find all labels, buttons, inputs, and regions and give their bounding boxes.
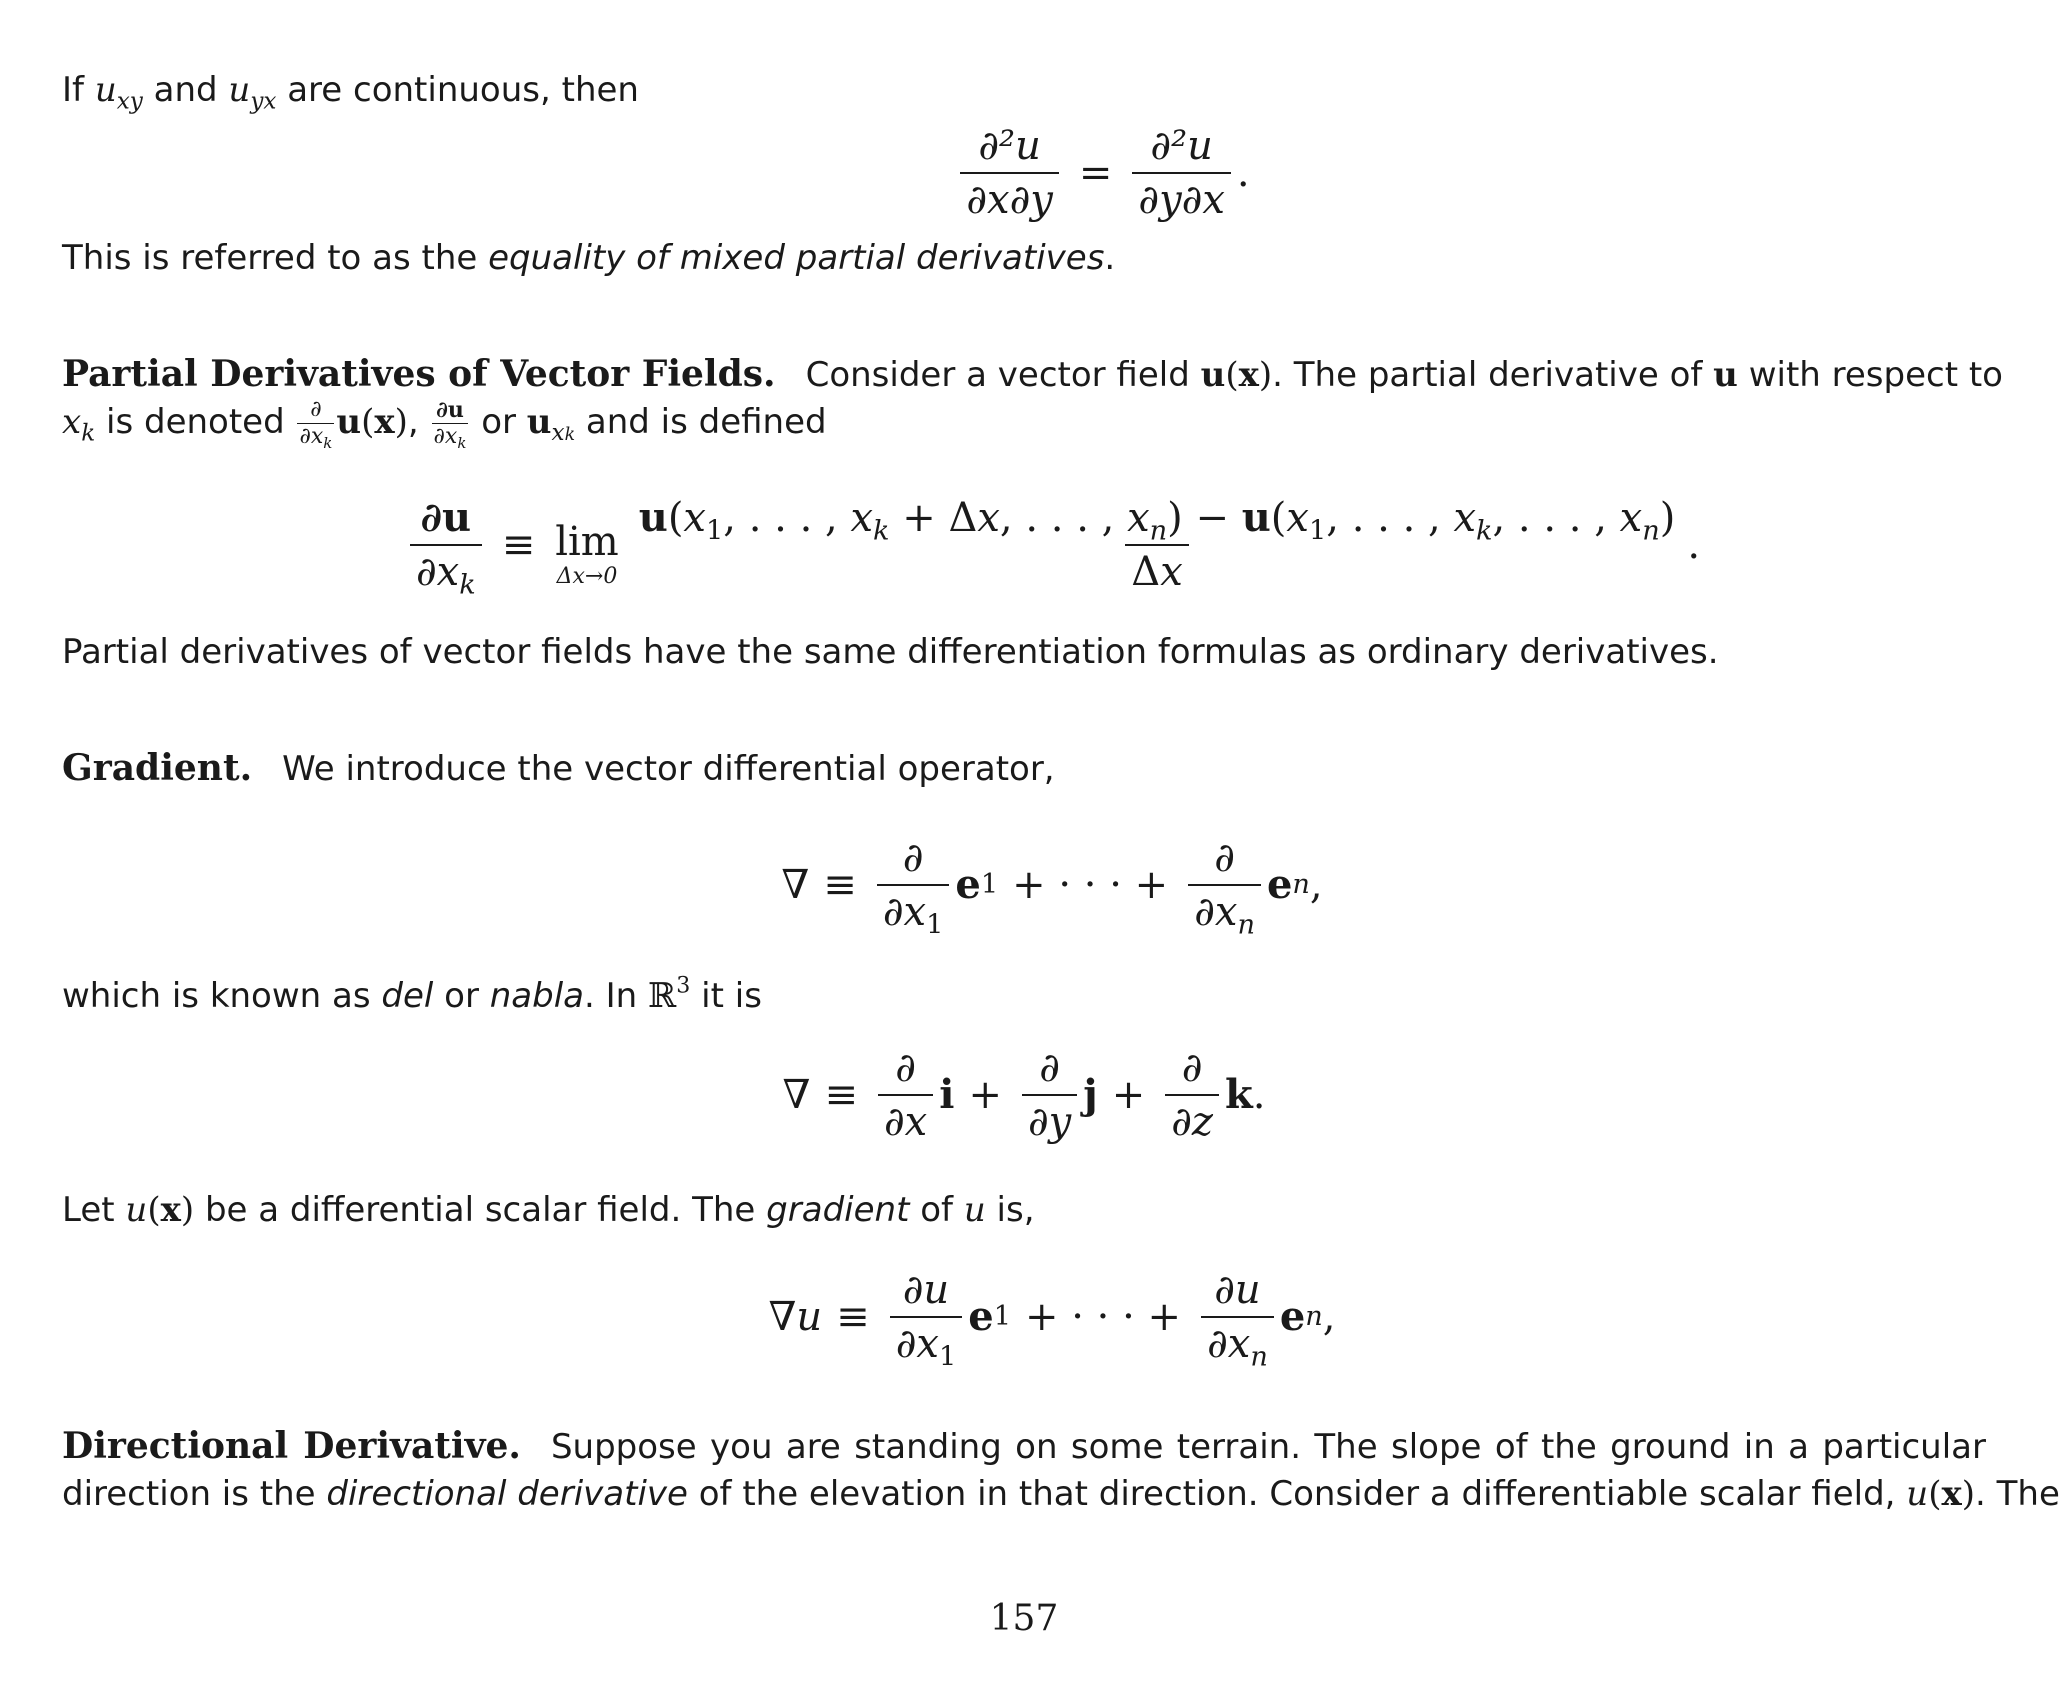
equation-del-r3: ∇ ≡ $\frac{\partial}{\partial x}$ i + $\frac{\partial}{\partial y}$ j + $\frac{\partial}{\partial z}$ k . xyxy=(782,1045,1266,1145)
fraction-d2u-dydx: $\frac{\text{∂²u}}{\partial y\partial x}$ xyxy=(1132,126,1231,220)
text-if: If xyxy=(62,70,84,110)
math-u-yx: $u_{yx}$ xyxy=(228,70,277,115)
paragraph-gradient-definition: Let u(x) be a differential scalar field. The gradient of u is, xyxy=(62,1190,1035,1230)
fraction-du-dxn: $\frac{\partial u}{\partial x_n}$ xyxy=(1201,1270,1274,1364)
fraction-d-dz: $\frac{\partial}{\partial z}$ xyxy=(1165,1048,1219,1142)
fraction-d-dy: $\frac{\partial}{\partial y}$ xyxy=(1022,1048,1077,1142)
term-directional-derivative: directional derivative xyxy=(326,1474,688,1514)
inline-fraction-du-dxk: $\frac{\partial u}{\partial x_k}$ xyxy=(433,397,467,452)
limit-operator: lim Δx→0 xyxy=(555,519,619,589)
fraction-d2u-dxdy: $\frac{\text{∂²u}}{\partial x\partial y}$ xyxy=(960,126,1059,220)
text-are-continuous: are continuous, then xyxy=(287,70,639,110)
heading-partial-derivatives-vector-fields: Partial Derivatives of Vector Fields. xyxy=(62,353,776,395)
term-gradient: gradient xyxy=(766,1190,910,1230)
paragraph-partial-vector-fields-line1: Partial Derivatives of Vector Fields. Consider a vector field u(x). The partial derivative of u with respect to xyxy=(62,353,2003,395)
math-u-xk: $u_{xk}$ xyxy=(526,402,576,447)
equation-mixed-partials: $\frac{\text{∂²u}}{\partial x\partial y}$ = $\frac{\text{∂²u}}{\partial y\partial x}$ . xyxy=(140,118,2064,228)
math-xk: $x_k$ xyxy=(62,402,96,447)
equation-gradient: ∇u ≡ $\frac{\partial u}{\partial x_1}$ e 1 + · · · + $\frac{\partial u}{\partial x_n}$ e n , xyxy=(768,1267,1336,1373)
document-page xyxy=(62,0,2060,1687)
equation-partial-derivative-definition: $\frac{\partial u}{\partial x_k}$ ≡ lim Δx→0 $u(x_1$, . . . , $x_k + \Delta x$, . . . , $x_n) - u(x_1$, . . . , $x_k$, . . . , $x_n$) Δx . xyxy=(90,490,2014,600)
fraction-d-dxn: $\frac{\partial}{\partial x_n}$ xyxy=(1188,838,1261,932)
fraction-du-dx1: $\frac{\partial u}{\partial x_1}$ xyxy=(890,1270,963,1364)
text-and: and xyxy=(153,70,218,110)
term-del: del xyxy=(381,976,434,1016)
math-u-xy: $u_{xy}$ xyxy=(94,70,143,115)
math-u-of-x: u(x) xyxy=(125,1190,195,1230)
paragraph-equality-definition: This is referred to as the equality of mixed partial derivatives. xyxy=(62,238,1116,278)
heading-directional-derivative: Directional Derivative. xyxy=(62,1425,521,1467)
paragraph-directional-line2: direction is the directional derivative of the elevation in that direction. Consider a differentiable scalar field, u(x). The xyxy=(62,1474,2060,1514)
term-nabla: nabla xyxy=(489,976,584,1016)
fraction-du-dxk: $\frac{\partial u}{\partial x_k}$ xyxy=(410,498,482,592)
paragraph-same-formulas: Partial derivatives of vector fields have the same differentiation formulas as ordinary derivatives. xyxy=(62,632,1719,672)
heading-gradient: Gradient. xyxy=(62,747,253,789)
paragraph-gradient-intro: Gradient. We introduce the vector differential operator, xyxy=(62,747,1055,789)
term-equality-of-mixed-partials: equality of mixed partial derivatives xyxy=(488,238,1105,278)
math-r3: ℝ$^3$ xyxy=(648,972,691,1016)
page-number: 157 xyxy=(989,1598,1059,1639)
paragraph-directional-line1: Directional Derivative. Suppose you are standing on some terrain. The slope of the ground in a particular xyxy=(62,1425,1986,1467)
fraction-difference-quotient: $u(x_1$, . . . , $x_k + \Delta x$, . . . , $x_n) - u(x_1$, . . . , $x_k$, . . . , $x_n$) Δx xyxy=(638,494,1676,595)
paragraph-del-nabla: which is known as del or nabla. In ℝ$^3$ it is xyxy=(62,972,762,1016)
paragraph-mixed-partials-intro xyxy=(62,66,1986,114)
fraction-d-dx1: $\frac{\partial}{\partial x_1}$ xyxy=(877,838,950,932)
paragraph-partial-vector-fields-line2: $x_k$ is denoted $\frac{\partial}{\partial x_k}$ u(x), $\frac{\partial u}{\partial x_k}$ or $u_{xk}$ and is defined xyxy=(62,397,827,452)
inline-fraction-d-dxk: $\frac{\partial}{\partial x_k}$ xyxy=(299,397,333,452)
fraction-d-dx: $\frac{\partial}{\partial x}$ xyxy=(878,1048,933,1142)
equation-del-operator: ∇ ≡ $\frac{\partial}{\partial x_1}$ e 1 + · · · + $\frac{\partial}{\partial x_n}$ e n , xyxy=(781,835,1323,941)
